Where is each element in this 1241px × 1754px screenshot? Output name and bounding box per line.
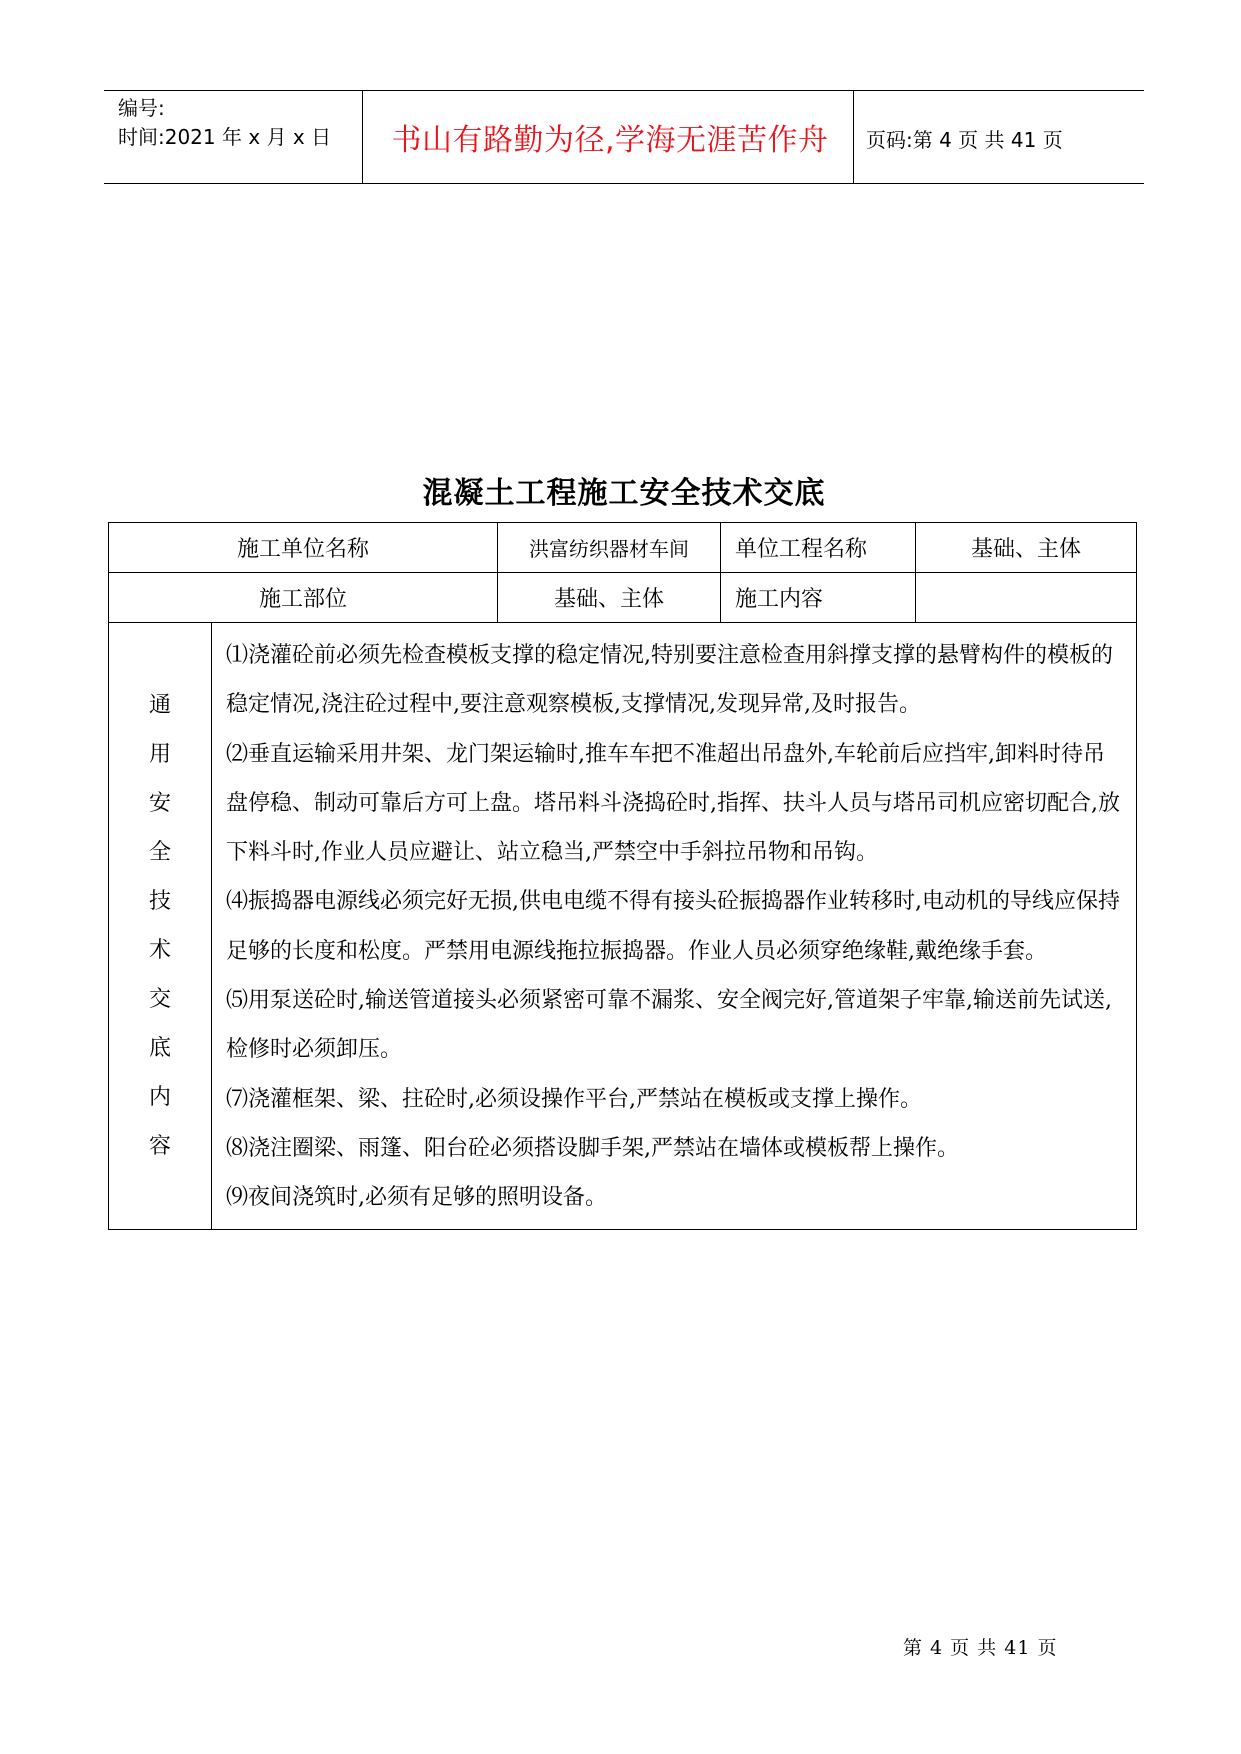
briefing-item: ⑴浇灌砼前必须先检查模板支撑的稳定情况,特别要注意检查用斜撑支撑的悬臂构件的模板的稳定情况,浇注砼过程中,要注意观察模板,支撑情况,发现异常,及时报告。 [226, 643, 1113, 718]
site-value: 基础、主体 [498, 573, 721, 623]
header-page-info: 页码:第 4 页 共 41 页 [866, 128, 1063, 152]
briefing-item: ⑻浇注圈梁、雨篷、阳台砼必须搭设脚手架,严禁站在墙体或模板帮上操作。 [226, 1135, 959, 1161]
side-label-char: 技 [148, 888, 171, 914]
unit-name-value: 洪富纺织器材车间 [498, 523, 721, 573]
table-row [109, 623, 1137, 1230]
side-label-char: 安 [148, 790, 171, 816]
document-number-label: 编号: [118, 96, 165, 120]
side-label-char: 用 [148, 741, 171, 767]
header-meta [118, 94, 331, 152]
table-row [109, 523, 1137, 573]
briefing-item: ⑺浇灌框架、梁、拄砼时,必须设操作平台,严禁站在模板或支撑上操作。 [226, 1086, 922, 1112]
project-name-label: 单位工程名称 [721, 523, 916, 573]
side-label-char: 内 [148, 1084, 171, 1110]
site-label: 施工部位 [109, 573, 498, 623]
side-label-char: 术 [148, 937, 171, 963]
side-label-char: 通 [148, 692, 171, 718]
briefing-side-label [109, 623, 212, 1230]
page-header [104, 90, 1144, 184]
header-motto: 书山有路勤为径,学海无涯苦作舟 [391, 123, 829, 158]
side-label-char: 容 [148, 1133, 171, 1159]
content-value [916, 573, 1137, 623]
unit-name-label: 施工单位名称 [109, 523, 498, 573]
briefing-content [212, 623, 1137, 1230]
header-divider [362, 91, 363, 183]
document-title: 混凝土工程施工安全技术交底 [422, 476, 826, 511]
briefing-item: ⑷振捣器电源线必须完好无损,供电电缆不得有接头砼振捣器作业转移时,电动机的导线应保持足够的长度和松度。严禁用电源线拖拉振捣器。作业人员必须穿绝缘鞋,戴绝缘手套。 [226, 889, 1120, 964]
table-row [109, 573, 1137, 623]
side-label-char: 全 [148, 839, 171, 865]
side-label-char: 底 [148, 1035, 171, 1061]
briefing-item: ⑸用泵送砼时,输送管道接头必须紧密可靠不漏浆、安全阀完好,管道架子牢靠,输送前先试送,检修时必须卸压。 [226, 988, 1112, 1063]
project-name-value: 基础、主体 [916, 523, 1137, 573]
safety-briefing-table [108, 522, 1137, 1230]
document-date: 时间:2021 年 x 月 x 日 [118, 125, 332, 149]
briefing-item: ⑵垂直运输采用井架、龙门架运输时,推车车把不准超出吊盘外,车轮前后应挡牢,卸料时待吊盘停稳、制动可靠后方可上盘。塔吊料斗浇捣砼时,指挥、扶斗人员与塔吊司机应密切配合,放下料斗时,作业人员应避让、站立稳当,严禁空中手斜拉吊物和吊钩。 [226, 741, 1120, 866]
briefing-item: ⑼夜间浇筑时,必须有足够的照明设备。 [226, 1185, 607, 1211]
content-label: 施工内容 [721, 573, 916, 623]
side-label-char: 交 [148, 986, 171, 1012]
page-footer: 第 4 页 共 41 页 [903, 1637, 1058, 1659]
